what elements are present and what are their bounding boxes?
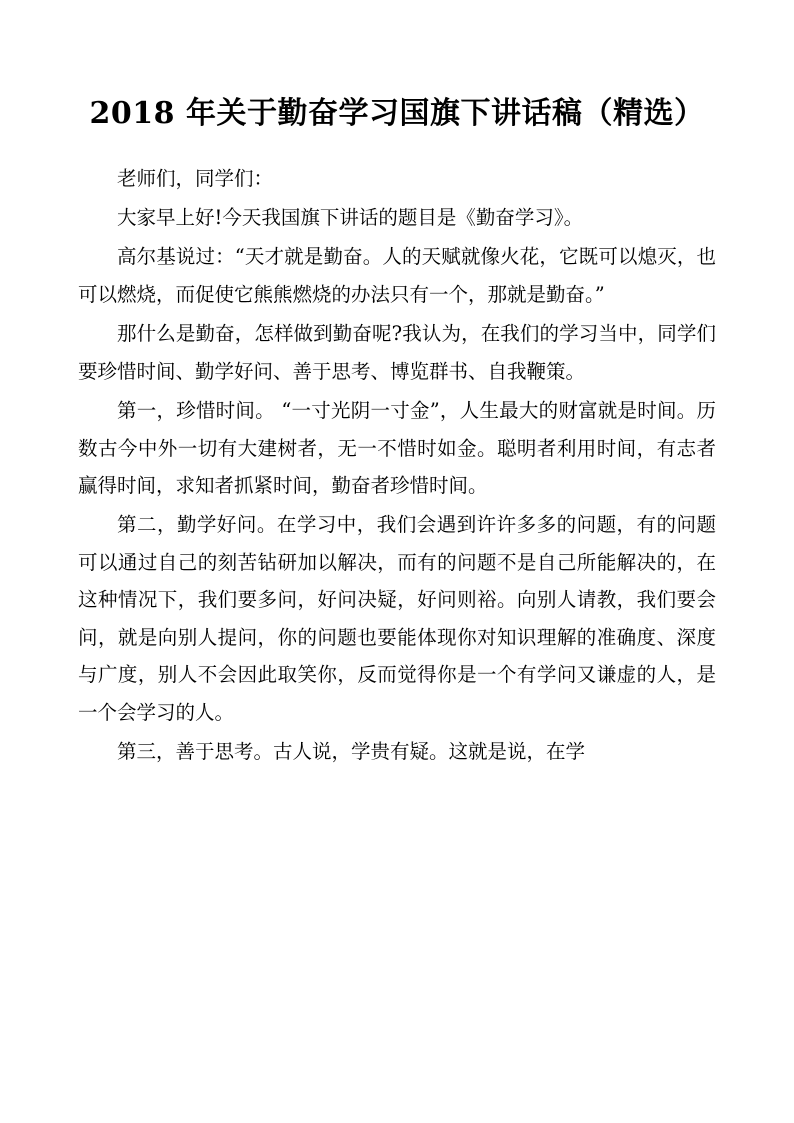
paragraph: 大家早上好!今天我国旗下讲话的题目是《勤奋学习》。: [117, 205, 584, 229]
page-title: 2018 年关于勤奋学习国旗下讲话稿（精选）: [89, 96, 705, 131]
paragraph: 老师们，同学们：: [117, 166, 274, 190]
paragraph: 第二，勤学好问。在学习中，我们会遇到许许多多的问题，有的问题可以通过自己的刻苦钻研加以解决，而有的问题不是自己所能解决的，在这种情况下，我们要多问，好问决疑，好问则裕。向别人请教，我们要会问，就是向别人提问，你的问题也要能体现你对知识理解的准确度、深度与广度，别人不会因此取笑你，反而觉得你是一个有学问又谦虚的人，是一个会学习的人。: [78, 513, 716, 724]
paragraph: 那什么是勤奋，怎样做到勤奋呢?我认为，在我们的学习当中，同学们要珍惜时间、勤学好问、善于思考、博览群书、自我鞭策。: [78, 322, 716, 383]
document-body: [78, 160, 716, 771]
paragraph: 第一，珍惜时间。 “一寸光阴一寸金”，人生最大的财富就是时间。历数古今中外一切有大建树者，无一不惜时如金。聪明者利用时间，有志者赢得时间，求知者抓紧时间，勤奋者珍惜时间。: [78, 399, 716, 497]
paragraph: 第三，善于思考。古人说，学贵有疑。这就是说，在学: [117, 740, 586, 764]
paragraph: 高尔基说过：“天才就是勤奋。人的天赋就像火花，它既可以熄灭，也可以燃烧，而促使它熊熊燃烧的办法只有一个，那就是勤奋。”: [78, 245, 716, 306]
